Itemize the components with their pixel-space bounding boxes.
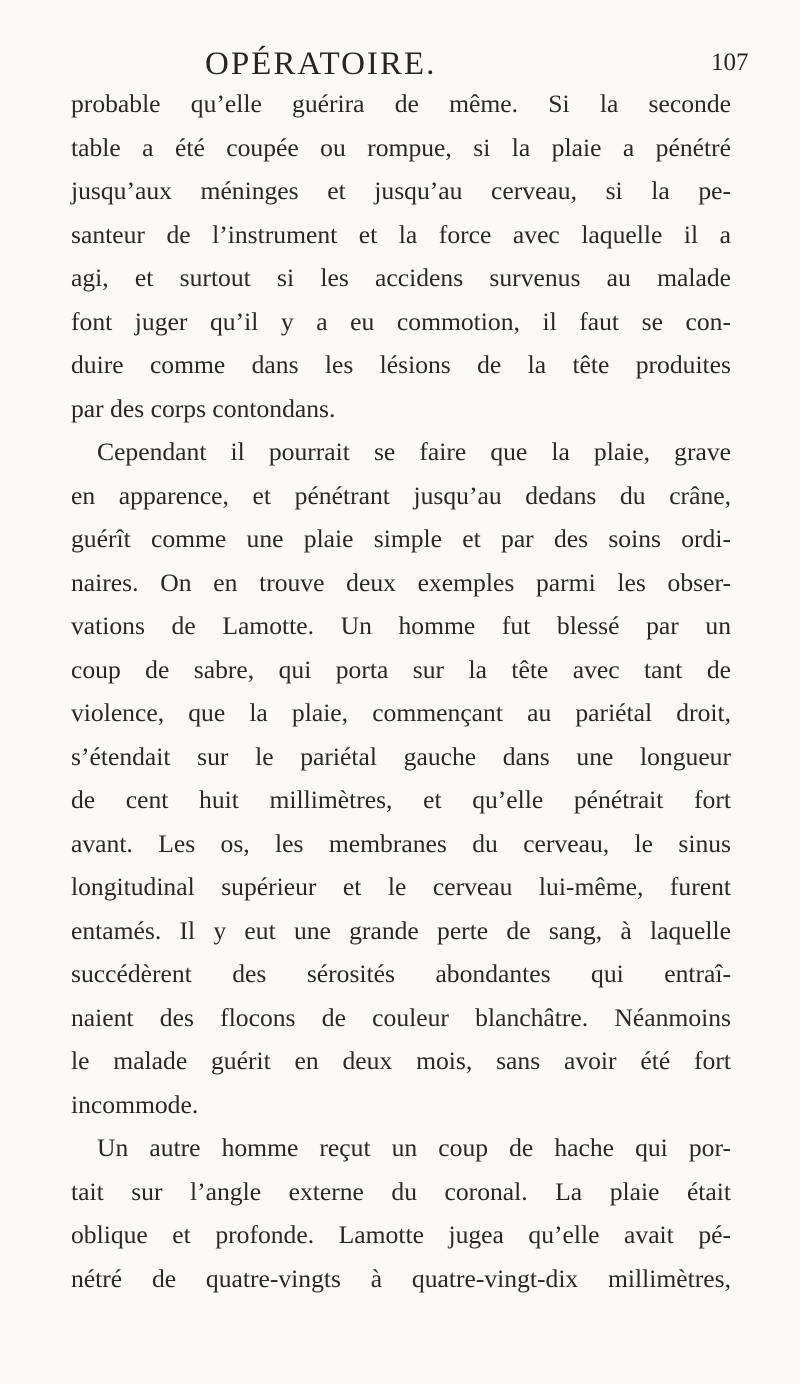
text-line: vations de Lamotte. Un homme fut blessé par un: [71, 611, 731, 640]
text-line: avant. Les os, les membranes du cerveau, le sinus: [71, 828, 731, 858]
text-line: violence, que la plaie, commençant au pariétal droit,: [71, 698, 731, 727]
text-line: tait sur l’angle externe du coronal. La plaie était: [71, 1176, 731, 1206]
text-line: succédèrent des sérosités abondantes qui entraî-: [71, 959, 731, 988]
text-line: le malade guérit en deux mois, sans avoir été fort: [71, 1046, 731, 1075]
text-line: coup de sabre, qui porta sur la tête avec tant de: [71, 654, 731, 684]
text-line: naient des flocons de couleur blanchâtre. Néanmoins: [71, 1002, 731, 1032]
text-line: font juger qu’il y a eu commotion, il faut se con-: [71, 306, 731, 336]
text-line: santeur de l’instrument et la force avec laquelle il a: [71, 219, 731, 249]
running-head: OPÉRATOIRE.: [205, 46, 437, 82]
text-line: de cent huit millimètres, et qu’elle pénétrait fort: [71, 785, 731, 814]
text-line: naires. On en trouve deux exemples parmi les obser-: [71, 567, 731, 597]
text-line: table a été coupée ou rompue, si la plaie a pénétré: [71, 132, 731, 162]
page-number: 107: [711, 49, 749, 76]
text-line: nétré de quatre-vingts à quatre-vingt-dix millimètres,: [71, 1263, 731, 1293]
text-line: probable qu’elle guérira de même. Si la seconde: [71, 89, 731, 118]
text-line: oblique et profonde. Lamotte jugea qu’elle avait pé-: [71, 1220, 731, 1249]
text-line: incommode.: [71, 1089, 199, 1119]
text-line: guérît comme une plaie simple et par des soins ordi-: [71, 524, 731, 553]
text-line: agi, et surtout si les accidens survenus au malade: [71, 263, 731, 292]
text-line: s’étendait sur le pariétal gauche dans une longueur: [71, 741, 731, 771]
text-line: jusqu’aux méninges et jusqu’au cerveau, si la pe-: [71, 176, 731, 205]
text-line: entamés. Il y eut une grande perte de sang, à laquelle: [71, 915, 731, 945]
body-text: [71, 82, 731, 1300]
text-line: par des corps contondans.: [71, 393, 336, 423]
text-line: duire comme dans les lésions de la tête produites: [71, 350, 731, 379]
text-line: Un autre homme reçut un coup de hache qui por-: [97, 1133, 731, 1162]
text-line: Cependant il pourrait se faire que la plaie, grave: [97, 437, 731, 466]
text-line: en apparence, et pénétrant jusqu’au dedans du crâne,: [71, 480, 731, 510]
text-line: longitudinal supérieur et le cerveau lui-même, furent: [71, 872, 731, 901]
